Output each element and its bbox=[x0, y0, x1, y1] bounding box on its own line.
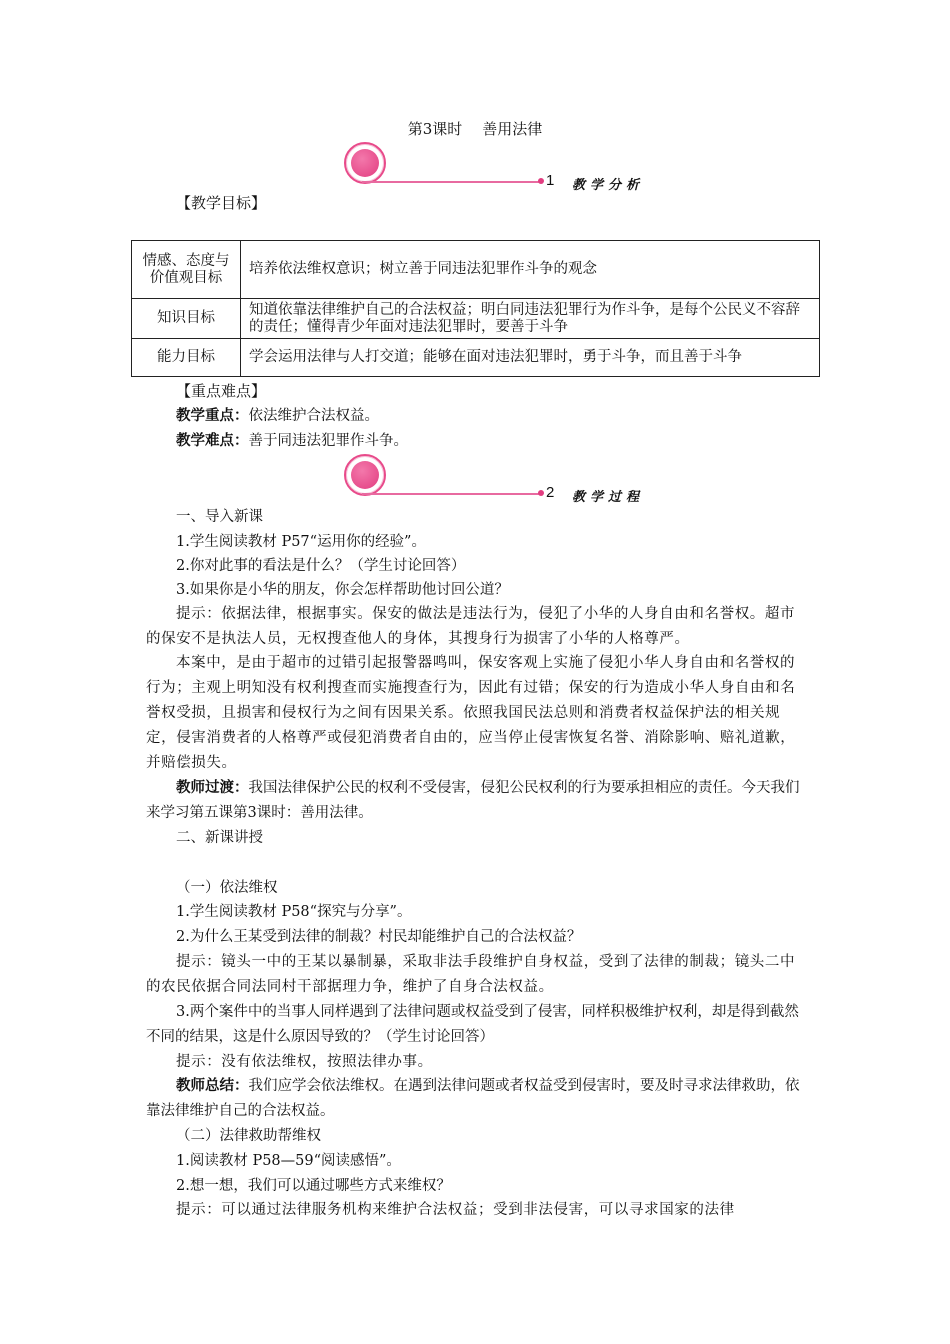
goals-heading: 【教学目标】 bbox=[176, 194, 267, 212]
intro-item-3: 3.如果你是小华的朋友，你会怎样帮助他讨回公道？ bbox=[176, 582, 509, 598]
difficult-point-text: 善于同违法犯罪作斗争。 bbox=[248, 433, 408, 449]
sub1-item-3: 3.两个案件中的当事人同样遇到了法律问题或权益受到了侵害，同样积极维护权利，却是得到截然不同的结果，这是什么原因导致的？（学生讨论回答） bbox=[146, 1004, 799, 1045]
case-analysis: 本案中，是由于超市的过错引起报警器鸣叫，保安客观上实施了侵犯小华人身自由和名誉权的行为；主观上明知没有权利搜查而实施搜查行为，因此有过错；保安的行为造成小华人身自由和名誉权受损，且损害和侵权行为之间有因果关系。依照我国民法总则和消费者权益保护法的相关规定，侵害消费者的人格尊严或侵犯消费者自由的，应当停止侵害恢复名誉、消除影响、赔礼道歉，并赔偿损失。 bbox=[146, 655, 796, 771]
section-line-dot-icon bbox=[538, 490, 544, 496]
section-label: 教学分析 bbox=[572, 178, 645, 193]
key-point-line bbox=[176, 404, 379, 429]
lesson-title bbox=[0, 118, 950, 139]
part1-title: 一、导入新课 bbox=[176, 509, 263, 525]
part2-title: 二、新课讲授 bbox=[176, 830, 263, 846]
section-label: 教学过程 bbox=[572, 490, 645, 505]
table-row bbox=[132, 339, 820, 377]
section-number: 1 bbox=[546, 172, 555, 189]
sub2-item-2: 2.想一想，我们可以通过哪些方式来维权？ bbox=[176, 1178, 451, 1194]
sub2-hint: 提示：可以通过法律服务机构来维护合法权益；受到非法侵害，可以寻求国家的法律 bbox=[176, 1202, 735, 1218]
lesson-number: 第3课时 bbox=[407, 120, 463, 138]
intro-item-2: 2.你对此事的看法是什么？（学生讨论回答） bbox=[176, 558, 466, 574]
transition-text: 我国法律保护公民的权利不受侵害，侵犯公民权利的行为要承担相应的责任。今天我们来学习第五课第3课时：善用法律。 bbox=[146, 780, 800, 821]
section-number: 2 bbox=[546, 484, 555, 501]
goals-table bbox=[131, 240, 820, 377]
goal-value: 知道依靠法律维护自己的合法权益；明白同违法犯罪行为作斗争，是每个公民义不容辞的责任；懂得青少年面对违法犯罪时，要善于斗争 bbox=[241, 299, 820, 339]
key-points-heading: 【重点难点】 bbox=[176, 382, 267, 400]
difficult-point-line bbox=[176, 429, 408, 454]
difficult-point-label: 教学难点： bbox=[176, 433, 249, 449]
section-header-2 bbox=[340, 452, 660, 505]
table-row bbox=[132, 241, 820, 299]
goal-key: 情感、态度与价值观目标 bbox=[132, 241, 241, 299]
section-dot-icon bbox=[351, 461, 379, 489]
sub1-item-1: 1.学生阅读教材 P58“探究与分享”。 bbox=[176, 904, 412, 920]
section-divider bbox=[362, 493, 542, 495]
subsection1-title: （一）依法维权 bbox=[176, 880, 278, 896]
key-point-text: 依法维护合法权益。 bbox=[248, 408, 379, 424]
section-line-dot-icon bbox=[538, 178, 544, 184]
transition-label: 教师过渡： bbox=[176, 780, 249, 796]
key-point-label: 教学重点： bbox=[176, 408, 249, 424]
summary-label: 教师总结： bbox=[176, 1078, 249, 1094]
summary-text: 我们应学会依法维权。在遇到法律问题或者权益受到侵害时，要及时寻求法律救助，依靠法律维护自己的合法权益。 bbox=[146, 1078, 800, 1119]
subsection2-title: （二）法律救助帮维权 bbox=[176, 1128, 321, 1144]
goal-key: 知识目标 bbox=[132, 299, 241, 339]
goal-value: 培养依法维权意识；树立善于同违法犯罪作斗争的观念 bbox=[241, 241, 820, 299]
table-row bbox=[132, 299, 820, 339]
section-divider bbox=[362, 181, 542, 183]
section-dot-icon bbox=[351, 149, 379, 177]
section-header-1 bbox=[340, 140, 660, 193]
sub1-hint: 提示：镜头一中的王某以暴制暴，采取非法手段维护自身权益，受到了法律的制裁；镜头二中的农民依据合同法同村干部据理力争，维护了自身合法权益。 bbox=[146, 954, 796, 995]
lesson-subtitle: 善用法律 bbox=[482, 120, 543, 138]
teacher-transition bbox=[146, 776, 806, 826]
goal-value: 学会运用法律与人打交道；能够在面对违法犯罪时，勇于斗争，而且善于斗争 bbox=[241, 339, 820, 377]
sub1-item-2: 2.为什么王某受到法律的制裁？村民却能维护自己的合法权益？ bbox=[176, 929, 582, 945]
goal-key: 能力目标 bbox=[132, 339, 241, 377]
intro-item-1: 1.学生阅读教材 P57“运用你的经验”。 bbox=[176, 534, 426, 550]
teacher-summary bbox=[146, 1074, 806, 1124]
sub2-item-1: 1.阅读教材 P58—59“阅读感悟”。 bbox=[176, 1153, 401, 1169]
sub1-hint-2: 提示：没有依法维权，按照法律办事。 bbox=[176, 1054, 433, 1070]
intro-hint: 提示：依据法律，根据事实。保安的做法是违法行为，侵犯了小华的人身自由和名誉权。超市的保安不是执法人员，无权搜查他人的身体，其搜身行为损害了小华的人格尊严。 bbox=[146, 606, 796, 647]
